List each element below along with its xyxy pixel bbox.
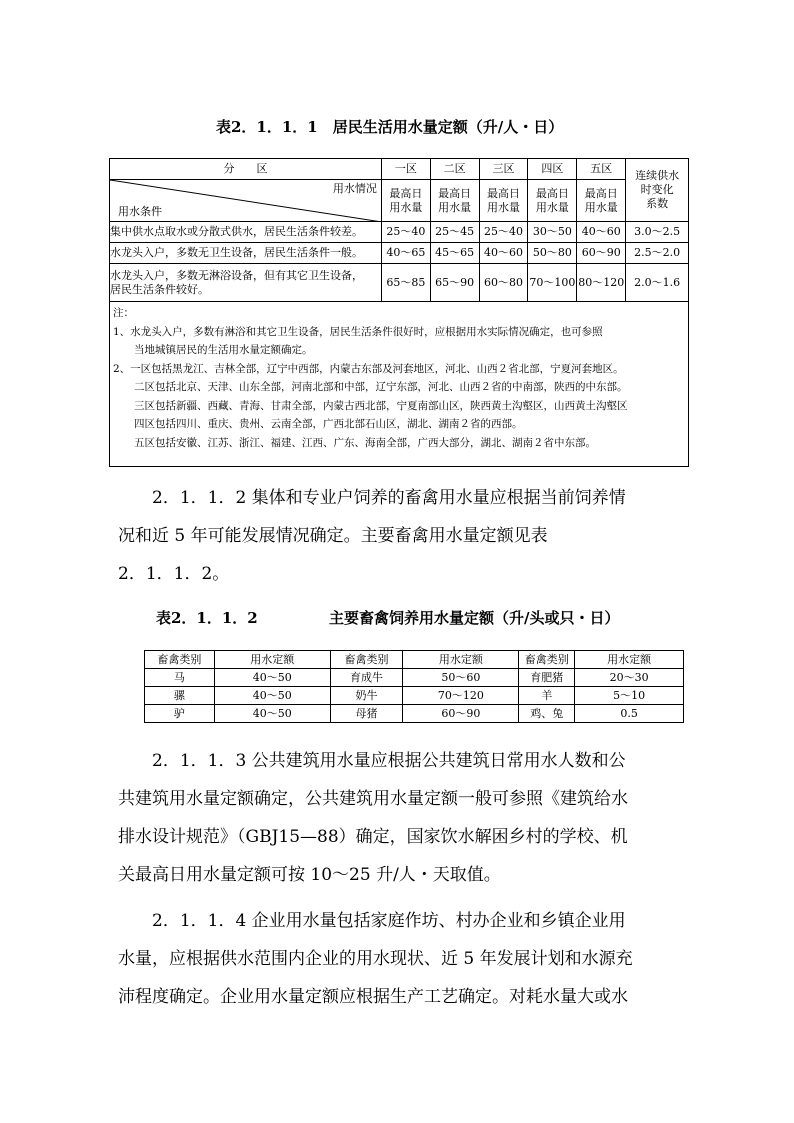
value-cell: 25～40 [381,222,430,243]
column-header: 用水定额 [214,651,330,669]
table-row [110,264,689,302]
condition-cell: 集中供水点取水或分散式供水，居民生活条件较差。 [110,222,382,243]
table-cell: 70～120 [403,687,519,705]
table-cell: 骡 [145,687,215,705]
table-header-row [145,651,684,669]
usage-label: 用水情况 [332,182,377,195]
zone-4-header: 四区 [528,159,577,180]
table-cell: 鸡、兔 [519,705,575,723]
value-cell: 25～45 [430,222,479,243]
diagonal-header-cell [110,180,382,222]
value-cell: 60～80 [479,264,528,302]
note-line: 四区包括四川、重庆、贵州、云南全部，广西北部石山区，湖北、湖南２省的西部。 [113,418,523,430]
zone-2-sub: 最高日 用水量 [430,180,479,222]
condition-cell: 水龙头入户，多数无卫生设备，居民生活条件一般。 [110,243,382,264]
paragraph-2-1-1-3: 2．1．1．3 公共建筑用水量应根据公共建筑日常用水人数和公 共建筑用水量定额确定，公共建筑用水量定额一般可参照《建筑给水 排水设计规范》（GBJ15—88）确定，国家饮水解困乡村的学校、机 关最高日用水量定额可按 10～25 升/人・天取值。 [118,751,628,885]
value-cell: 40～60 [479,243,528,264]
column-header: 用水定额 [575,651,684,669]
table-cell: 0.5 [575,705,684,723]
table2-caption-title: 主要畜禽饲养用水量定额（升/头或只・日） [329,609,620,627]
coef-cell: 2.5～2.0 [626,243,689,264]
table-cell: 母猪 [330,705,403,723]
table-cell: 5～10 [575,687,684,705]
table-cell: 育成牛 [330,669,403,687]
note-line: 注： [113,307,134,319]
zone-3-sub: 最高日 用水量 [479,180,528,222]
table-cell: 奶牛 [330,687,403,705]
note-line: 2、一区包括黑龙江、吉林全部，辽宁中西部，内蒙古东部及河套地区，河北、山西２省北部，宁夏河套地区。 [113,362,624,375]
note-line: 二区包括北京、天津、山东全部，河南北部和中部，辽宁东部，河北、山西２省的中南部，陕西的中东部。 [113,381,628,393]
value-cell: 50～80 [528,243,577,264]
value-cell: 45～65 [430,243,479,264]
table1-caption: 表2．1．1．1 居民生活用水量定额（升/人・日） [216,118,564,136]
paragraph-2-1-1-4: 2．1．1．4 企业用水量包括家庭作坊、村办企业和乡镇企业用 水量，应根据供水范围内企业的用水现状、近 5 年发展计划和水源充 沛程度确定。企业用水量定额应根据生产工艺确定。对耗水量大或水 [118,911,633,1007]
table-cell: 40～50 [214,687,330,705]
note-line: 当地城镇居民的生活用水量定额确定。 [113,344,313,356]
table-cell: 60～90 [403,705,519,723]
zone-3-header: 三区 [479,159,528,180]
zone-1-header: 一区 [381,159,430,180]
table-cell: 马 [145,669,215,687]
zone-4-sub: 最高日 用水量 [528,180,577,222]
table-cell: 40～50 [214,669,330,687]
coef-line-1: 连续供水 [635,169,680,183]
coef-header [626,159,689,222]
table-cell: 40～50 [214,705,330,723]
paragraph-2-1-1-2: 2．1．1．2 集体和专业户饲养的畜禽用水量应根据当前饲养情 况和近 5 年可能发展情况确定。主要畜禽用水量定额见表 2．1．1．2。 [118,488,626,584]
value-cell: 80～120 [577,264,626,302]
table-row [145,705,684,723]
coef-cell: 3.0～2.5 [626,222,689,243]
value-cell: 65～85 [381,264,430,302]
column-header: 畜禽类别 [519,651,575,669]
coef-cell: 2.0～1.6 [626,264,689,302]
condition-label: 用水条件 [118,205,162,219]
zone-header: 分 区 [110,159,382,180]
value-cell: 30～50 [528,222,577,243]
value-cell: 65～90 [430,264,479,302]
notes-row [110,302,689,467]
coef-line-2: 时变化 [640,183,674,197]
note-line: 1、水龙头入户，多数有淋浴和其它卫生设备，居民生活条件很好时，应根据用水实际情况确定，也可参照 [113,325,603,338]
table-row [110,243,689,264]
note-line: 三区包括新疆、西藏、青海、甘肃全部，内蒙古西北部，宁夏南部山区，陕西黄土沟壑区，山西黄土沟壑区 [113,399,628,412]
column-header: 畜禽类别 [145,651,215,669]
table-row [145,687,684,705]
table-cell: 羊 [519,687,575,705]
zone-5-header: 五区 [577,159,626,180]
residential-water-table [109,158,689,467]
value-cell: 60～90 [577,243,626,264]
table2-caption-number: 表2．1．1．2 [156,609,258,627]
table-row [110,222,689,243]
zone-1-sub: 最高日 用水量 [381,180,430,222]
coef-line-3: 系数 [646,196,669,210]
value-cell: 40～65 [381,243,430,264]
condition-cell: 水龙头入户，多数无淋浴设备，但有其它卫生设备， 居民生活条件较好。 [110,264,382,302]
value-cell: 40～60 [577,222,626,243]
table-cell: 驴 [145,705,215,723]
value-cell: 25～40 [479,222,528,243]
livestock-water-table [144,650,684,723]
value-cell: 70～100 [528,264,577,302]
column-header: 畜禽类别 [330,651,403,669]
note-line: 五区包括安徽、江苏、浙江、福建、江西、广东、海南全部，广西大部分，湖北、湖南２省中东部。 [113,436,596,449]
notes-cell [110,302,689,467]
zone-5-sub: 最高日 用水量 [577,180,626,222]
table-cell: 20～30 [575,669,684,687]
table-cell: 50～60 [403,669,519,687]
table-row [145,669,684,687]
zone-2-header: 二区 [430,159,479,180]
column-header: 用水定额 [403,651,519,669]
table-cell: 育肥猪 [519,669,575,687]
